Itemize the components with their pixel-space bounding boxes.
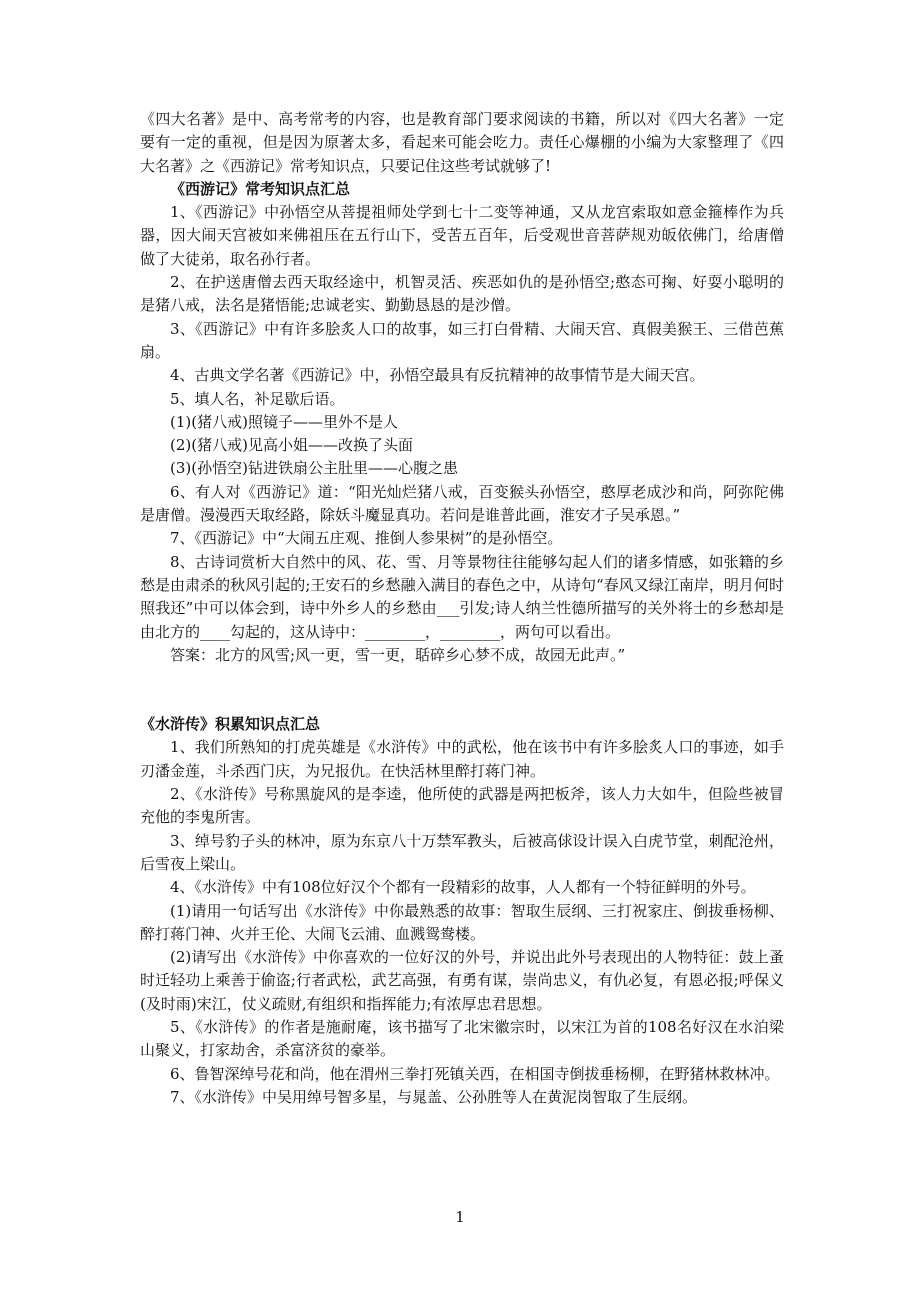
paragraph: 3、《西游记》中有许多脍炙人口的故事，如三打白骨精、大闹天宫、真假美猴王、三借芭蕉扇。 [140,319,784,361]
paragraph: 1、我们所熟知的打虎英雄是《水浒传》中的武松，他在该书中有许多脍炙人口的事迹，如手刃潘金莲，斗杀西门庆，为兄报仇。在快活林里醉打蒋门神。 [140,738,784,780]
paragraph: (3)(孙悟空)钻进铁扇公主肚里——心腹之患 [170,459,458,478]
paragraph: 7、《西游记》中“大闹五庄观、推倒人参果树”的是孙悟空。 [170,529,563,548]
paragraph: (1)请用一句话写出《水浒传》中你最熟悉的故事：智取生辰纲、三打祝家庄、倒拔垂杨柳、醉打蒋门神、火并王伦、大闹飞云浦、血溅鸳鸯楼。 [140,901,784,943]
section-heading-xiyouji: 《西游记》常考知识点汇总 [170,179,351,198]
paragraph: 5、《水浒传》的作者是施耐庵，该书描写了北宋徽宗时，以宋江为首的108名好汉在水泊梁山聚义，打家劫舍，杀富济贫的豪举。 [140,1017,784,1060]
section-spacer [140,667,784,713]
paragraph: 1、《西游记》中孙悟空从菩提祖师处学到七十二变等神通，又从龙宫索取如意金箍棒作为兵器，因大闹天宫被如来佛祖压在五行山下，受苦五百年，后受观世音菩萨规劝皈依佛门，给唐僧做了大徒弟，取名孙行者。 [140,203,784,268]
paragraph: 7、《水浒传》中吴用绰号智多星，与晁盖、公孙胜等人在黄泥岗智取了生辰纲。 [170,1087,698,1106]
answer-paragraph: 答案：北方的风雪;风一更，雪一更，聒碎乡心梦不成，故园无此声。” [170,645,626,664]
paragraph: 4、古典文学名著《西游记》中，孙悟空最具有反抗精神的故事情节是大闹天宫。 [170,366,705,385]
page-number: 1 [455,1208,465,1226]
paragraph: (1)(猪八戒)照镜子——里外不是人 [170,412,398,431]
paragraph: 6、鲁智深绰号花和尚，他在渭州三拳打死镇关西，在相国寺倒拔垂杨柳，在野猪林救林冲。 [170,1064,780,1083]
document-body [140,108,784,1109]
paragraph: (2)请写出《水浒传》中你喜欢的一位好汉的外号，并说出此外号表现出的人物特征：鼓上蚤时迁轻功上乘善于偷盗;行者武松，武艺高强，有勇有谋，崇尚忠义，有仇必复，有恩必报;呼保义(及时雨)宋江，仗义疏财,有组织和指挥能力;有浓厚忠君思想。 [140,948,784,1013]
paragraph: 5、填人名，补足歇后语。 [170,389,345,408]
section-heading-shuihuzhuan: 《水浒传》积累知识点汇总 [140,715,321,734]
paragraph: 8、古诗词赏析大自然中的风、花、雪、月等景物往往能够勾起人们的诸多情感，如张籍的乡愁是由肃杀的秋风引起的;王安石的乡愁融入满目的春色之中，从诗句“春风又绿江南岸，明月何时照我还”中可以体会到，诗中外乡人的乡愁由___引发;诗人纳兰性德所描写的关外将士的乡愁却是由北方的____勾起的，这从诗中：________，________，两句可以看出。 [140,552,784,641]
paragraph: 4、《水浒传》中有108位好汉个个都有一段精彩的故事，人人都有一个特征鲜明的外号。 [170,878,756,897]
intro-paragraph: 《四大名著》是中、高考常考的内容，也是教育部门要求阅读的书籍，所以对《四大名著》一定要有一定的重视，但是因为原著太多，看起来可能会吃力。责任心爆棚的小编为大家整理了《四大名著》之《西游记》常考知识点，只要记住这些考试就够了! [140,110,784,175]
paragraph: (2)(猪八戒)见高小姐——改换了头面 [170,436,413,455]
paragraph: 3、绰号豹子头的林冲，原为东京八十万禁军教头，后被高俅设计误入白虎节堂，刺配沧州，后雪夜上梁山。 [140,831,784,873]
paragraph: 6、有人对《西游记》道：“阳光灿烂猪八戒，百变猴头孙悟空，憨厚老成沙和尚，阿弥陀佛是唐僧。漫漫西天取经路，除妖斗魔显真功。若问是谁普此画，淮安才子吴承恩。” [140,482,784,525]
paragraph: 2、在护送唐僧去西天取经途中，机智灵活、疾恶如仇的是孙悟空;憨态可掬、好耍小聪明的是猪八戒，法名是猪悟能;忠诚老实、勤勤恳恳的是沙僧。 [140,273,784,315]
paragraph: 2、《水浒传》号称黑旋风的是李逵，他所使的武器是两把板斧，该人力大如牛，但险些被冒充他的李鬼所害。 [140,785,784,827]
